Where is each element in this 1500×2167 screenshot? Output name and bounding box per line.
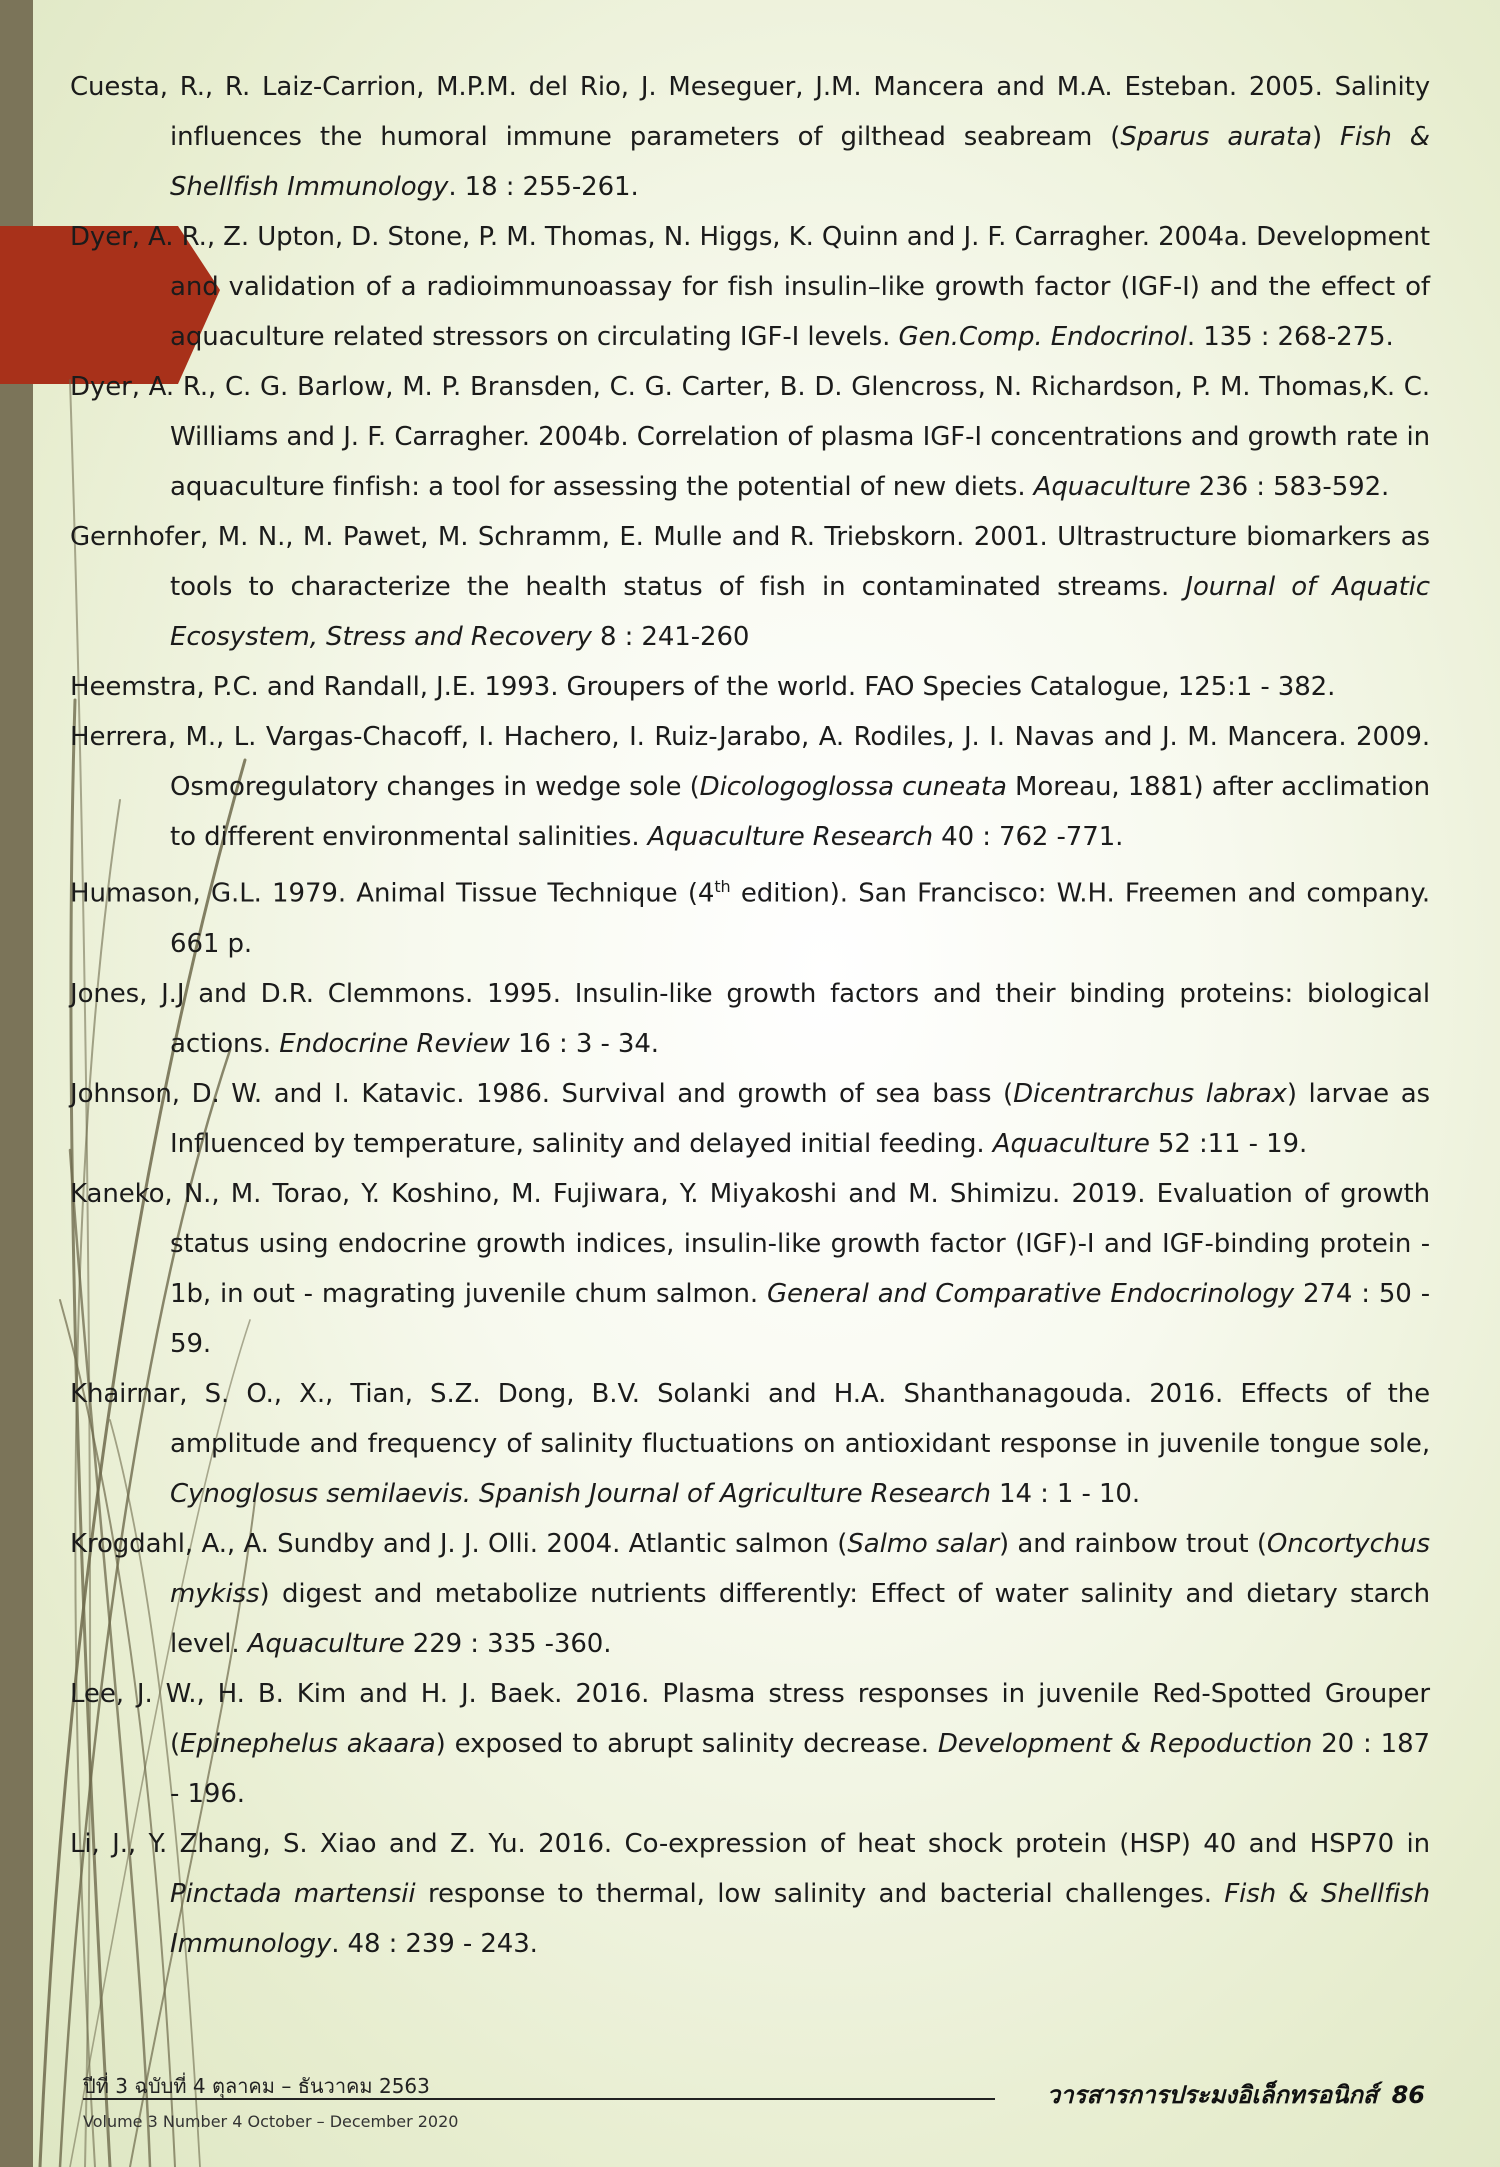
reference-journal: Cynoglosus semilaevis. Spanish Journal of Agriculture Research [170, 1478, 991, 1509]
reference-list [70, 62, 1430, 1969]
reference-text: Cuesta, R., R. Laiz-Carrion, M.P.M. del Rio, J. Meseguer, J.M. Mancera and M.A. Esteban. 2005. Salinity influences the humoral immune parameters of gilthead seabream ( [70, 72, 1430, 152]
reference-text: Herrera, M., L. Vargas-Chacoff, I. Hachero, I. Ruiz-Jarabo, A. Rodiles, J. I. Navas and J. M. Mancera. 2009. Osmoregulatory changes in wedge sole ( [70, 722, 1430, 802]
footer-thai-issue: ปีที่ 3 ฉบับที่ 4 ตุลาคม – ธันวาคม 2563 [83, 2074, 430, 2098]
reference-journal: General and Comparative Endocrinology [766, 1278, 1295, 1309]
reference-entry [70, 712, 1430, 862]
reference-text: . 18 : 255-261. [448, 172, 639, 202]
reference-entry [70, 362, 1430, 512]
reference-text: response to thermal, low salinity and bacterial challenges. [415, 1878, 1225, 1909]
reference-italic: Salmo salar [847, 1528, 999, 1559]
reference-text: 16 : 3 - 34. [509, 1028, 659, 1059]
reference-entry [70, 512, 1430, 662]
reference-text: Moreau, 1881) after acclimation to different environmental salinities. [170, 772, 1431, 852]
reference-text: 40 : 762 -771. [933, 822, 1124, 852]
reference-entry [70, 1169, 1430, 1369]
reference-italic: Dicentrarchus labrax [1013, 1078, 1287, 1109]
reference-journal: Aquaculture [247, 1628, 405, 1659]
reference-text: . 48 : 239 - 243. [331, 1928, 538, 1959]
reference-text: Li, J., Y. Zhang, S. Xiao and Z. Yu. 2016. Co-expression of heat shock protein (HSP) 40 and HSP70 in [70, 1828, 1430, 1859]
reference-entry [70, 1069, 1430, 1169]
reference-text: 14 : 1 - 10. [990, 1478, 1140, 1509]
reference-text: Jones, J.J and D.R. Clemmons. 1995. Insulin-like growth factors and their binding proteins: biological actions. [70, 978, 1430, 1059]
reference-entry [70, 969, 1430, 1069]
reference-entry [70, 1819, 1430, 1969]
reference-text: Heemstra, P.C. and Randall, J.E. 1993. Groupers of the world. FAO Species Catalogue, 125:1 - 382. [70, 672, 1336, 702]
footer-divider [83, 2098, 995, 2100]
reference-entry [70, 862, 1430, 969]
reference-text: ) digest and metabolize nutrients differently: Effect of water salinity and dietary starch level. [170, 1578, 1430, 1659]
reference-journal: Gen.Comp. Endocrinol [898, 322, 1187, 352]
reference-text: Kaneko, N., M. Torao, Y. Koshino, M. Fujiwara, Y. Miyakoshi and M. Shimizu. 2019. Evaluation of growth status using endocrine growth indices, insulin-like growth factor (IGF)-I and IGF-binding protein - 1b, in out - magrating juvenile chum salmon. [70, 1178, 1430, 1309]
reference-text: ) [1311, 122, 1340, 152]
superscript: th [714, 877, 731, 896]
reference-entry [70, 1669, 1430, 1819]
reference-entry [70, 662, 1430, 712]
reference-text: 20 : 187 - 196. [170, 1728, 1430, 1809]
reference-text: Dyer, A. R., C. G. Barlow, M. P. Bransden, C. G. Carter, B. D. Glencross, N. Richardson, P. M. Thomas,K. C. Williams and J. F. Carragher. 2004b. Correlation of plasma IGF-I concentrations and growth rate in aquaculture finfish: a tool for assessing the potential of new diets. [70, 372, 1430, 502]
footer-english-issue: Volume 3 Number 4 October – December 2020 [83, 2112, 459, 2131]
reference-italic: Sparus aurata [1120, 122, 1312, 152]
reference-text: . 135 : 268-275. [1186, 322, 1394, 352]
footer-journal [1047, 2075, 1425, 2114]
reference-journal: Journal of Aquatic Ecosystem, Stress and Recovery [170, 572, 1430, 652]
reference-text: ) exposed to abrupt salinity decrease. [435, 1728, 938, 1759]
reference-journal: Aquaculture [1033, 472, 1191, 502]
reference-italic: Dicologoglossa cuneata [699, 772, 1007, 802]
reference-text: Humason, G.L. 1979. Animal Tissue Technique (4 [70, 878, 715, 909]
reference-text: 8 : 241-260 [591, 622, 750, 652]
reference-text: Gernhofer, M. N., M. Pawet, M. Schramm, E. Mulle and R. Triebskorn. 2001. Ultrastructure biomarkers as tools to characterize the health status of fish in contaminated streams. [70, 522, 1430, 602]
reference-text: edition). San Francisco: W.H. Freemen and company. 661 p. [170, 878, 1431, 959]
reference-italic: Oncortychus mykiss [170, 1528, 1430, 1609]
reference-text: 229 : 335 -360. [404, 1628, 612, 1659]
reference-journal: Aquaculture [992, 1128, 1150, 1159]
reference-italic: Pinctada martensii [170, 1878, 416, 1909]
reference-journal: Endocrine Review [279, 1028, 510, 1059]
reference-italic: Epinephelus akaara [180, 1728, 436, 1759]
reference-text: 236 : 583-592. [1190, 472, 1390, 502]
reference-text: Johnson, D. W. and I. Katavic. 1986. Survival and growth of sea bass ( [70, 1078, 1014, 1109]
reference-journal: Development & Repoduction [937, 1728, 1313, 1759]
reference-journal: Aquaculture Research [647, 822, 933, 852]
reference-journal: Fish & Shellfish Immunology [170, 1878, 1431, 1959]
reference-entry [70, 1369, 1430, 1519]
reference-text: Krogdahl, A., A. Sundby and J. J. Olli. 2004. Atlantic salmon ( [70, 1528, 848, 1559]
reference-text: Khairnar, S. O., X., Tian, S.Z. Dong, B.V. Solanki and H.A. Shanthanagouda. 2016. Effects of the amplitude and frequency of salinity fluctuations on antioxidant response in juvenile tongue sole, [70, 1378, 1430, 1459]
reference-journal: Fish & Shellfish Immunology [170, 122, 1430, 202]
reference-entry [70, 62, 1430, 212]
reference-text: 274 : 50 - 59. [170, 1278, 1430, 1359]
reference-text: ) larvae as Influenced by temperature, salinity and delayed initial feeding. [170, 1078, 1430, 1159]
reference-entry [70, 212, 1430, 362]
reference-entry [70, 1519, 1430, 1669]
reference-text: 52 :11 - 19. [1149, 1128, 1308, 1159]
reference-text: Dyer, A. R., Z. Upton, D. Stone, P. M. Thomas, N. Higgs, K. Quinn and J. F. Carragher. 2004a. Development and validation of a radioimmunoassay for fish insulin–like growth factor (IGF-I) and the effect of aquaculture related stressors on circulating IGF-I levels. [70, 222, 1430, 352]
reference-text: ) and rainbow trout ( [998, 1528, 1267, 1559]
page-number: 86 [1391, 2081, 1425, 2109]
reference-text: Lee, J. W., H. B. Kim and H. J. Baek. 2016. Plasma stress responses in juvenile Red-Spotted Grouper ( [70, 1678, 1430, 1759]
journal-name: วารสารการประมงอิเล็กทรอนิกส์ [1046, 2081, 1378, 2109]
